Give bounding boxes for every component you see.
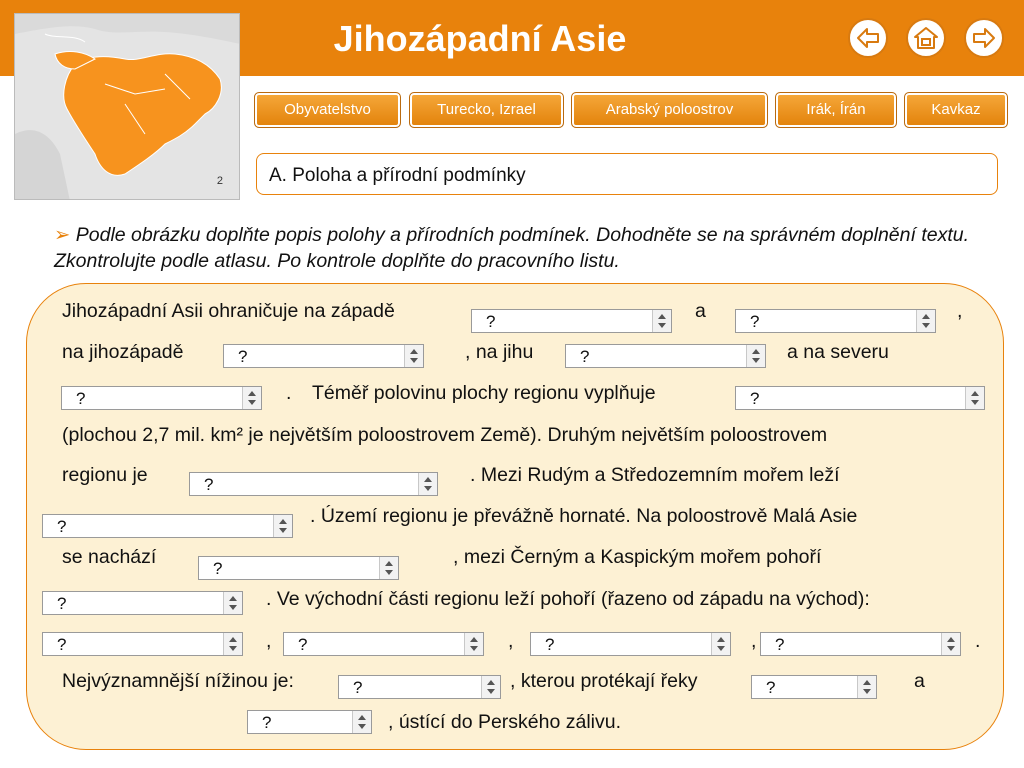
answer-spinner[interactable]: ?	[338, 675, 501, 699]
exercise-text: .	[975, 630, 981, 652]
region-map-image	[15, 14, 240, 200]
arrow-left-icon	[856, 26, 880, 50]
exercise-text: Téměř polovinu plochy regionu vyplňuje	[312, 382, 656, 404]
spinner-arrows-icon[interactable]	[223, 633, 242, 655]
exercise-text: , na jihu	[465, 341, 534, 363]
exercise-text: a	[695, 300, 706, 322]
exercise-text: .	[286, 382, 292, 404]
prev-button[interactable]	[848, 18, 888, 58]
exercise-text: . Mezi Rudým a Středozemním mořem leží	[470, 464, 840, 486]
answer-spinner[interactable]: ?	[247, 710, 372, 734]
answer-spinner[interactable]: ?	[42, 514, 293, 538]
spinner-arrows-icon[interactable]	[857, 676, 876, 698]
instruction-text: Podle obrázku doplňte popis polohy a přírodních podmínek. Dohodněte se na správném doplnění textu. Zkontrolujte podle atlasu. Po kontrole doplňte do pracovního listu.	[54, 224, 970, 272]
spinner-arrows-icon[interactable]	[464, 633, 483, 655]
tab-irak-iran[interactable]: Irák, Írán	[775, 92, 897, 128]
answer-spinner[interactable]: ?	[189, 472, 438, 496]
answer-spinner[interactable]: ?	[735, 309, 936, 333]
spinner-arrows-icon[interactable]	[965, 387, 984, 409]
exercise-text: ,	[957, 300, 963, 322]
spinner-arrows-icon[interactable]	[223, 592, 242, 614]
answer-spinner[interactable]: ?	[198, 556, 399, 580]
answer-spinner[interactable]: ?	[471, 309, 672, 333]
arrow-right-icon	[972, 26, 996, 50]
spinner-arrows-icon[interactable]	[418, 473, 437, 495]
exercise-text: , mezi Černým a Kaspickým mořem pohoří	[453, 546, 822, 568]
tab-arabsky-poloostrov[interactable]: Arabský poloostrov	[571, 92, 768, 128]
home-button[interactable]	[906, 18, 946, 58]
page-title: Jihozápadní Asie	[333, 18, 627, 59]
answer-spinner[interactable]: ?	[530, 632, 731, 656]
spinner-arrows-icon[interactable]	[404, 345, 423, 367]
answer-spinner[interactable]: ?	[223, 344, 424, 368]
tab-kavkaz[interactable]: Kavkaz	[904, 92, 1008, 128]
home-icon	[914, 26, 938, 50]
spinner-arrows-icon[interactable]	[711, 633, 730, 655]
answer-spinner[interactable]: ?	[283, 632, 484, 656]
exercise-text: , ústící do Perského zálivu.	[388, 711, 622, 733]
exercise-text: . Území regionu je převážně hornaté. Na poloostrově Malá Asie	[310, 505, 858, 527]
exercise-text: (plochou 2,7 mil. km² je největším poloostrovem Země). Druhým největším poloostrovem	[62, 424, 828, 446]
instruction	[54, 222, 994, 274]
exercise-text: ,	[508, 630, 514, 652]
spinner-arrows-icon[interactable]	[941, 633, 960, 655]
answer-spinner[interactable]: ?	[565, 344, 766, 368]
exercise-text: ,	[751, 630, 757, 652]
answer-spinner[interactable]: ?	[42, 632, 243, 656]
exercise-text: a na severu	[787, 341, 889, 363]
section-header	[256, 153, 998, 195]
spinner-arrows-icon[interactable]	[652, 310, 671, 332]
exercise-text: , kterou protékají řeky	[510, 670, 698, 692]
spinner-arrows-icon[interactable]	[481, 676, 500, 698]
section-title: A. Poloha a přírodní podmínky	[269, 165, 526, 186]
spinner-arrows-icon[interactable]	[352, 711, 371, 733]
exercise-text: regionu je	[62, 464, 148, 486]
exercise-text: Jihozápadní Asii ohraničuje na západě	[62, 300, 395, 322]
tab-obyvatelstvo[interactable]: Obyvatelstvo	[254, 92, 401, 128]
exercise-text: na jihozápadě	[62, 341, 184, 363]
answer-spinner[interactable]: ?	[42, 591, 243, 615]
answer-spinner[interactable]: ?	[61, 386, 262, 410]
spinner-arrows-icon[interactable]	[273, 515, 292, 537]
spinner-arrows-icon[interactable]	[379, 557, 398, 579]
region-map	[14, 13, 240, 200]
map-number: 2	[216, 175, 223, 187]
exercise-text: ,	[266, 630, 272, 652]
tab-turecko-izrael[interactable]: Turecko, Izrael	[409, 92, 564, 128]
next-button[interactable]	[964, 18, 1004, 58]
exercise-text: . Ve východní části regionu leží pohoří (řazeno od západu na východ):	[266, 588, 870, 610]
exercise-text: a	[914, 670, 925, 692]
spinner-arrows-icon[interactable]	[916, 310, 935, 332]
spinner-arrows-icon[interactable]	[242, 387, 261, 409]
answer-spinner[interactable]: ?	[751, 675, 877, 699]
exercise-text: Nejvýznamnější nížinou je:	[62, 670, 294, 692]
answer-spinner[interactable]: ?	[760, 632, 961, 656]
spinner-arrows-icon[interactable]	[746, 345, 765, 367]
exercise-text: se nachází	[62, 546, 157, 568]
bullet-arrow-icon: ➢	[54, 224, 71, 246]
answer-spinner[interactable]: ?	[735, 386, 985, 410]
